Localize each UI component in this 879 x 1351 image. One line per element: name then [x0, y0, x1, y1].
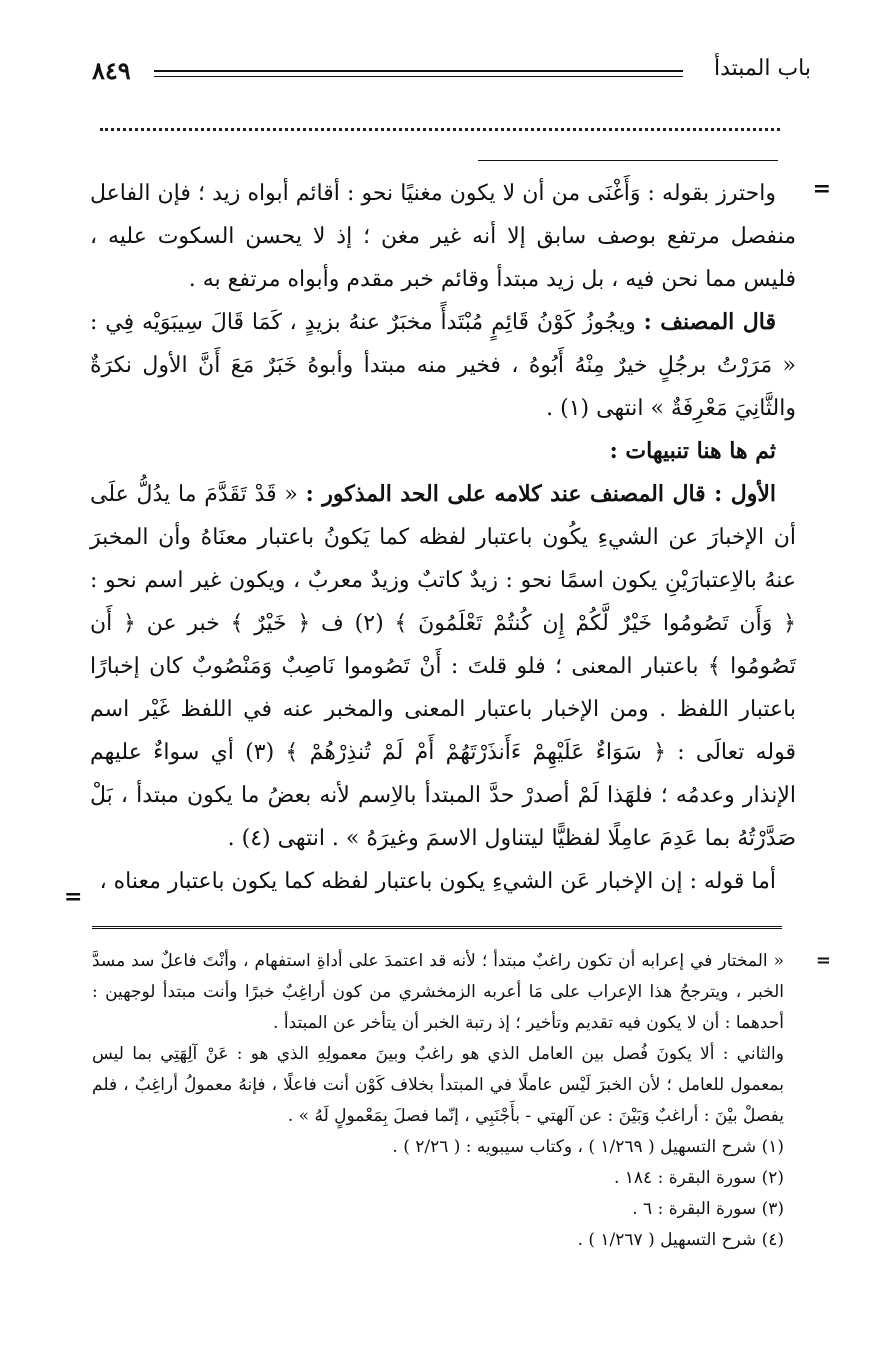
paragraph: واحترز بقوله : وَأَغْنَى من أن لا يكون مغنيًا نحو : أقائم أبواه زيد ؛ فإن الفاعل منفصل مرتفع بوصف سابق إلا أنه غير مغن ؛ إذ لا يحسن السكوت عليه ، فليس مما نحن فيه ، بل زيد مبتدأ وقائم خبر مقدم وأبواه مرتفع به .: [90, 181, 796, 292]
paragraph-text: « قَدْ تَقَدَّمَ ما يدُلُّ علَى أن الإخبارَ عن الشيءِ يكُون باعتبار لفظه كما يَكونُ باعتبار معنَاهُ وأن المخبرَ عنهُ بالاِعتبارَيْنِ يكون اسمًا نحو : زيدٌ كاتبٌ وزيدٌ معربٌ ، ويكون غير اسم نحو : ﴿ وَأَن تَصُومُوا خَيْرٌ لَّكُمْ إِن كُنتُمْ تَعْلَمُونَ ﴾ (٢) ف ﴿ خَيْرٌ ﴾ خبر عن ﴿ أَن تَصُومُوا ﴾ باعتبار المعنى ؛ فلو قلتَ : أَنْ تَصُوموا نَاصِبٌ وَمَنْصُوبٌ كان إخبارًا باعتبار اللفظ . ومن الإخبار باعتبار المعنى والمخبر عنه في اللفظ غَيْر اسم قوله تعالَى : ﴿ سَوَاءٌ عَلَيْهِمْ ءَأَنذَرْتَهُمْ أَمْ لَمْ تُنذِرْهُمْ ﴾ (٣) أي سواءٌ عليهم الإنذار وعدمُه ؛ فلهَذا لَمْ أصدرْ حدَّ المبتدأ بالاِسم لأنه بعضُ ما يكون مبتدأ ، بَلْ صَدَّرْتُهُ بما عَدِمَ عامِلًا لفظيًّا ليتناول الاسمَ وغيرَهُ » . انتهى (٤) .: [90, 482, 797, 851]
header-rule-thin: [154, 76, 683, 77]
main-text: [90, 172, 796, 903]
speaker-label: قال المصنف :: [643, 309, 777, 335]
page-number: ٨٤٩: [92, 56, 131, 85]
page-header: [92, 52, 811, 92]
header-rule: [154, 70, 683, 72]
footnote-item: (٣) سورة البقرة : ٦ .: [632, 1199, 784, 1219]
running-title: باب المبتدأ: [713, 56, 811, 81]
short-separator-rule: [478, 160, 778, 161]
footnote-continuation: « المختار في إعرابه أن تكون راغبٌ مبتدأ ؛ لأنه قد اعتمدَ على أداةِ استفهام ، وأنْتَ فاعلٌ سد مسدَّ الخبر ، ويترجحُ هذا الإعراب على مَا أعربه الزمخشري من كون أراغِبٌ خبرًا وأنت مبتدأ لوجهين : أحدهما : أن لا يكون فيه تقديم وتأخير ؛ إذ رتبة الخبر أن يتأخر عن المبتدأ .: [92, 951, 784, 1033]
speaker-label: الأول : قال المصنف عند كلامه على الحد المذكور :: [305, 481, 776, 507]
footnote-item: (٢) سورة البقرة : ١٨٤ .: [613, 1168, 784, 1188]
paragraph: [90, 473, 796, 860]
section-heading: ثم ها هنا تنبيهات :: [609, 438, 776, 464]
footnotes: [92, 946, 784, 1256]
footnote-rule: [92, 926, 782, 929]
paragraph: [90, 301, 796, 430]
paragraph-text: ويجُوزُ كَوْنُ قَائِمٍ مُبْتَدأً مخبَرٌ عنهُ بزيدٍ ، كَمَا قَالَ سِيبَوَيْه فِي : « مَرَرْتُ برجُلٍ خيرٌ مِنْهُ أَبُوهُ ، فخير منه مبتدأ وأبوهُ خَبَرٌ مَعَ أَنَّ الأول نكرَةٌ والثَّانِيَ مَعْرِفَةٌ » انتهى (١) .: [90, 310, 796, 421]
continuation-mark-end: =: [64, 884, 83, 910]
continuation-mark-footnote: =: [815, 950, 831, 971]
paragraph: أما قوله : إن الإخبار عَن الشيءِ يكون باعتبار لفظه كما يكون باعتبار معناه ،: [99, 869, 776, 894]
footnote-continuation: والثاني : ألا يكونَ فُصل بين العامل الذي هو راغبٌ وبينَ معمولِهِ الذي هو : عَنْ آلِهَتِي بما ليس بمعمول للعامل ؛ لأن الخبرَ لَيْس عاملًا في المبتدأ بخلاف كَوْن أنت فاعلًا ، فإنهُ معمولُ أراغِبٌ ، فلم يفصلْ بيْنَ : أراغبٌ وَبَيْنَ : عن آلهتي - بأَجْنَبِي ، إنّما فصلَ بِمَعْمولٍ لَهُ » .: [92, 1044, 784, 1126]
dotted-separator: [100, 128, 780, 131]
footnote-item: (٤) شرح التسهيل ( ١/٢٦٧ ) .: [577, 1230, 784, 1250]
footnote-item: (١) شرح التسهيل ( ١/٢٦٩ ) ، وكتاب سيبويه : ( ٢/٢٦ ) .: [392, 1137, 784, 1157]
continuation-mark-top: =: [812, 176, 831, 202]
